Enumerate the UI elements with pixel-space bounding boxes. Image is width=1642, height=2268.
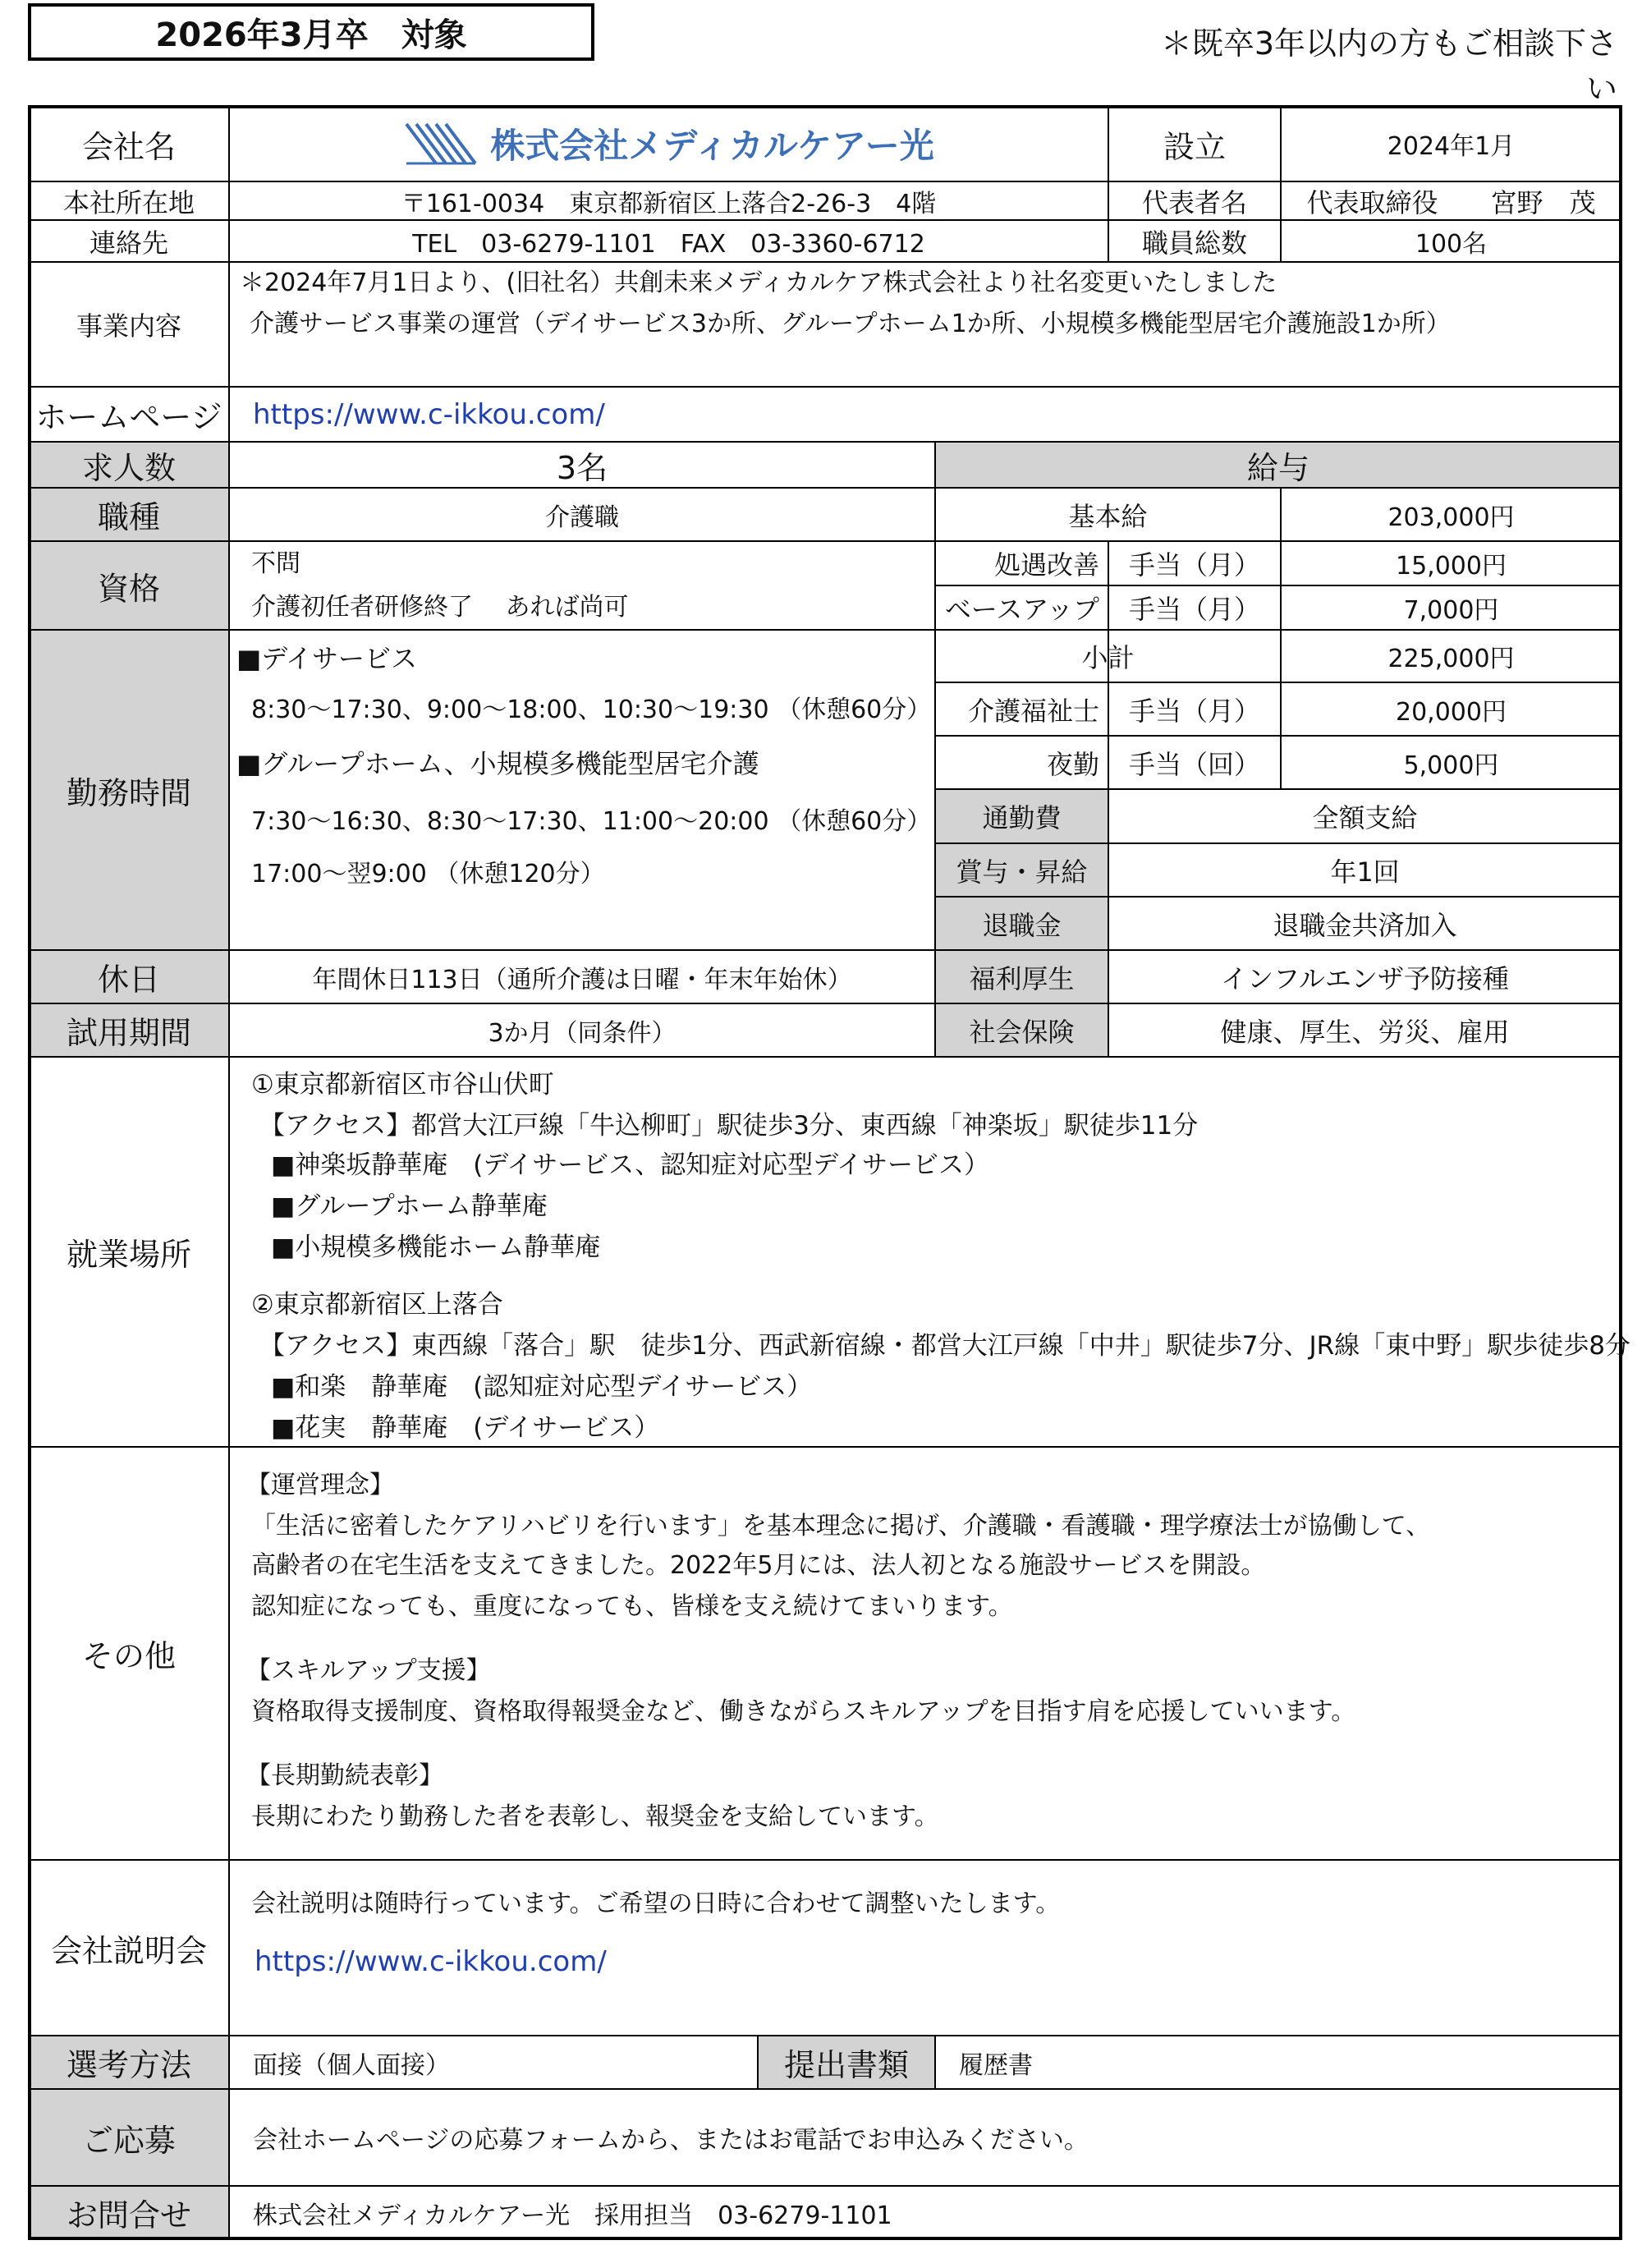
address-label: 本社所在地 — [62, 186, 195, 218]
graduate-note: ＊既卒3年以内の方もご相談下さい — [1160, 25, 1617, 107]
inquiry-text: 株式会社メディカルケアー光 採用担当 03-6279-1101 — [253, 2201, 892, 2230]
subtotal-value: 225,000円 — [1387, 645, 1515, 673]
workplace-line-4: ■グループホーム静華庵 — [271, 1191, 548, 1221]
workplace-line-7: 【アクセス】東西線「落合」駅 徒歩1分、西武新宿線・都営大江戸線「中井」駅徒歩7分、JR線「東中野」駅歩徒歩8分 — [259, 1331, 1631, 1361]
homepage-link[interactable]: https://www.c-ikkou.com/ — [253, 397, 605, 431]
commute-value: 全額支給 — [1312, 802, 1418, 833]
bonus-label: 賞与・昇給 — [956, 856, 1088, 888]
contact-value: TEL 03-6279-1101 FAX 03-3360-6712 — [412, 229, 925, 259]
job-type-value: 介護職 — [545, 503, 619, 532]
hours-line-4: 7:30～16:30、8:30～17:30、11:00～20:00 （休憩60分） — [251, 807, 932, 836]
work-hours-label: 勤務時間 — [66, 774, 191, 811]
target-year-box — [28, 3, 594, 61]
hours-line-1: ■デイサービス — [236, 643, 417, 674]
hours-line-3: ■グループホーム、小規模多機能型居宅介護 — [236, 748, 759, 779]
selection-label: 選考方法 — [66, 2047, 191, 2083]
night-label: 夜勤 — [1046, 748, 1099, 780]
openings-label: 求人数 — [81, 449, 176, 486]
other-line-4: 認知症になっても、重度になっても、皆様を支え続けてまいります。 — [251, 1592, 1013, 1621]
trial-value: 3か月（同条件） — [488, 1018, 677, 1048]
other-line-5: 【スキルアップ支援】 — [246, 1656, 491, 1685]
baseup-label: ベースアップ — [944, 594, 1099, 625]
qualification-line-1: 不問 — [251, 549, 300, 578]
qualification-label: 資格 — [97, 570, 160, 607]
insurance-label: 社会保険 — [969, 1016, 1075, 1048]
commute-label: 通勤費 — [982, 802, 1062, 833]
night-value: 5,000円 — [1403, 751, 1499, 780]
apply-label: ご応募 — [81, 2122, 176, 2159]
base-salary-label: 基本給 — [1068, 500, 1148, 532]
base-salary-value: 203,000円 — [1387, 503, 1515, 532]
contact-label: 連絡先 — [89, 227, 168, 259]
openings-value: 3名 — [556, 449, 608, 486]
insurance-value: 健康、厚生、労災、雇用 — [1220, 1016, 1510, 1048]
trial-label: 試用期間 — [66, 1015, 191, 1051]
documents-label: 提出書類 — [783, 2047, 909, 2083]
workplace-line-5: ■小規模多機能ホーム静華庵 — [271, 1233, 601, 1262]
established-label: 設立 — [1163, 128, 1226, 165]
shogu-type: 手当（月） — [1128, 549, 1260, 581]
business-line-1: ＊2024年7月1日より、(旧社名）共創未来メディカルケア株式会社より社名変更いたしました — [240, 269, 1277, 297]
retirement-label: 退職金 — [982, 909, 1062, 941]
holiday-value: 年間休日113日（通所介護は日曜・年末年始休） — [312, 965, 852, 994]
welfare-value: インフルエンザ予防接種 — [1221, 962, 1509, 994]
shogu-value: 15,000円 — [1396, 552, 1507, 581]
shogu-label: 処遇改善 — [993, 549, 1099, 581]
salary-header: 給与 — [1246, 449, 1309, 486]
workplace-line-8: ■和楽 静華庵 (認知症対応型デイサービス） — [271, 1372, 813, 1402]
apply-text: 会社ホームページの応募フォームから、またはお電話でお申込みください。 — [253, 2126, 1089, 2155]
qualification-line-2: 介護初任者研修終了 あれば尚可 — [251, 593, 629, 622]
other-line-1: 【運営理念】 — [246, 1471, 394, 1499]
night-type: 手当（回） — [1128, 748, 1260, 780]
job-type-label: 職種 — [97, 499, 160, 535]
selection-value: 面接（個人面接） — [253, 2050, 450, 2080]
representative-value: 代表取締役 宮野 茂 — [1306, 186, 1596, 218]
staff-value: 100名 — [1415, 229, 1488, 259]
hours-line-5: 17:00～翌9:00 （休憩120分） — [251, 860, 605, 888]
company-name-label: 会社名 — [81, 128, 176, 165]
business-line-2: 介護サービス事業の運営（デイサービス3か所、グループホーム1か所、小規模多機能型居宅介護施設1か所） — [250, 310, 1451, 338]
other-line-8: 長期にわたり勤務した者を表彰し、報奨金を支給しています。 — [251, 1802, 939, 1831]
logo-mark-icon — [403, 121, 479, 167]
workplace-line-2: 【アクセス】都営大江戸線「牛込柳町」駅徒歩3分、東西線「神楽坂」駅徒歩11分 — [259, 1111, 1199, 1141]
hours-line-2: 8:30～17:30、9:00～18:00、10:30～19:30 （休憩60分） — [251, 696, 932, 724]
workplace-label: 就業場所 — [66, 1237, 191, 1273]
retirement-value: 退職金共済加入 — [1273, 909, 1457, 941]
other-line-6: 資格取得支援制度、資格取得報奨金など、働きながらスキルアップを目指す肩を応援していいます。 — [251, 1697, 1356, 1726]
logo-text: 株式会社メディカルケアー光 — [490, 126, 934, 166]
kaigo-value: 20,000円 — [1396, 697, 1507, 727]
other-line-3: 高齢者の在宅生活を支えてきました。2022年5月には、法人初となる施設サービスを開設。 — [251, 1551, 1266, 1580]
homepage-label: ホームページ — [35, 399, 222, 435]
kaigo-label: 介護福祉士 — [967, 695, 1099, 727]
briefing-link[interactable]: https://www.c-ikkou.com/ — [255, 1945, 607, 1978]
other-label: その他 — [81, 1638, 176, 1674]
briefing-label: 会社説明会 — [50, 1932, 207, 1969]
baseup-value: 7,000円 — [1403, 596, 1499, 625]
target-year: 2026年3月卒 対象 — [155, 16, 467, 54]
other-line-2: 「生活に密着したケアリハビリを行います」を基本理念に掲げ、介護職・看護職・理学療法士が協働して、 — [251, 1512, 1431, 1540]
address-value: 〒161-0034 東京都新宿区上落合2-26-3 4階 — [401, 189, 937, 218]
other-line-7: 【長期勤続表彰】 — [246, 1761, 443, 1790]
kaigo-type: 手当（月） — [1128, 695, 1260, 727]
welfare-label: 福利厚生 — [969, 962, 1075, 994]
documents-value: 履歴書 — [959, 2050, 1033, 2080]
workplace-line-9: ■花実 静華庵 (デイサービス） — [271, 1413, 660, 1443]
workplace-line-1: ①東京都新宿区市谷山伏町 — [251, 1070, 554, 1100]
bonus-value: 年1回 — [1330, 856, 1400, 888]
baseup-type: 手当（月） — [1128, 594, 1260, 625]
representative-label: 代表者名 — [1141, 186, 1247, 218]
subtotal-label: 小計 — [1081, 642, 1135, 673]
holiday-label: 休日 — [97, 962, 160, 998]
established-value: 2024年1月 — [1387, 132, 1516, 161]
company-logo — [230, 107, 1108, 181]
briefing-text: 会社説明は随時行っています。ご希望の日時に合わせて調整いたします。 — [251, 1889, 1061, 1918]
business-label: 事業内容 — [76, 310, 181, 342]
inquiry-label: お問合せ — [66, 2197, 191, 2234]
workplace-line-6: ②東京都新宿区上落合 — [251, 1290, 503, 1320]
workplace-line-3: ■神楽坂静華庵 (デイサービス、認知症対応型デイサービス） — [271, 1150, 989, 1180]
staff-label: 職員総数 — [1141, 227, 1247, 259]
